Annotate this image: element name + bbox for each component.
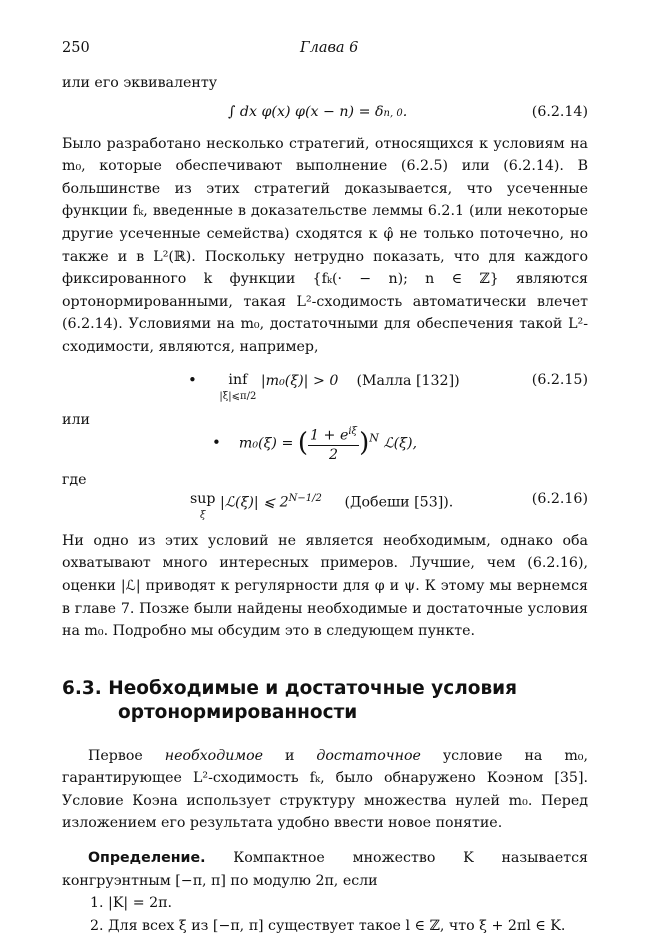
equation-6-2-14: [62, 91, 588, 133]
equation-6-2-15: [62, 359, 588, 409]
intro-line: или его эквиваленту: [62, 75, 218, 91]
definition: [62, 847, 588, 892]
paragraph-2: Ни одно из этих условий не является необходимым, однако оба охватывают много интересных примеров. Лучшие, чем (6.2.16), оценки |ℒ| приводят к регулярности для φ и ψ. К этому мы вернемся в главе 7. Позже были найдены необходимые и достаточные условия на m₀. Подробно мы обсудим это в следующем пункте.: [62, 532, 588, 640]
definition-label: Определение.: [88, 850, 206, 867]
definition-item-2: 2. Для всех ξ из [−π, π] существует такое l ∈ ℤ, что ξ + 2πl ∈ K.: [90, 917, 566, 934]
page-body: [62, 72, 588, 937]
definition-item-1: 1. |K| = 2π.: [90, 895, 172, 912]
section-title-line-1: Необходимые и достаточные условия: [108, 677, 517, 699]
paragraph-1: Было разработано несколько стратегий, относящихся к условиям на m₀, которые обеспечивают выполнение (6.2.5) или (6.2.14). В большинстве из этих стратегий доказывается, что усеченные функции fₖ, введенные в доказательстве леммы 6.2.1 (или некоторые другие усеченные семейства) сходятся к φ̂ не только поточечно, но также и в L²(ℝ). Поскольку нетрудно показать, что для каждого фиксированного k функции {fₖ(· − n); n ∈ ℤ} являются ортонормированными, такая L²-сходимость автоматически влечет (6.2.14). Условиями на m₀, достаточными для обеспечения такой L²-сходимости, являются, например,: [62, 135, 588, 355]
equation-number: (6.2.14): [531, 103, 588, 120]
page-number: 250: [62, 40, 90, 56]
emphasis-necessary: необходимое: [164, 747, 264, 764]
or-label: или: [62, 411, 90, 428]
equation-body: sup ξ |ℒ(ξ)| ⩽ $2^{N-1/2}$ (Добеши [53]).: [190, 490, 454, 522]
where-label: где: [62, 472, 87, 489]
page-header: [62, 40, 588, 62]
paragraph-3: Первое необходимое и достаточное условие на m₀, гарантирующее L²-сходимость fₖ, было обнаружено Коэном [35]. Условие Коэна использует структуру множества нулей m₀. Перед изложением его результата удобно ввести новое понятие.: [62, 747, 588, 832]
equation-6-2-16: [62, 478, 588, 530]
equation-number: (6.2.16): [531, 490, 588, 507]
equation-body: • inf |ξ|⩽π/2 |m₀(ξ)| > 0 (Малла [132]): [188, 370, 460, 403]
equation-number: (6.2.15): [531, 371, 588, 388]
chapter-label: Глава 6: [300, 40, 359, 56]
section-title-line-2: ортонормированности: [118, 701, 358, 723]
emphasis-sufficient: достаточное: [316, 747, 421, 764]
definition-text: Компактное множество K называется конгруэнтным [−π, π] по модулю 2π, если: [62, 850, 588, 889]
equation-bullet-2: [62, 421, 588, 469]
section-number: 6.3.: [62, 677, 102, 699]
equation-formula: ∫ dx φ(x) φ(x − n) = δn, 0.: [228, 103, 408, 120]
section-heading: [62, 677, 588, 725]
equation-body: • m₀(ξ) = ( $\frac{1 + e^{i\xi}}{2}$ )$^N$ ℒ(ξ),: [212, 423, 417, 464]
